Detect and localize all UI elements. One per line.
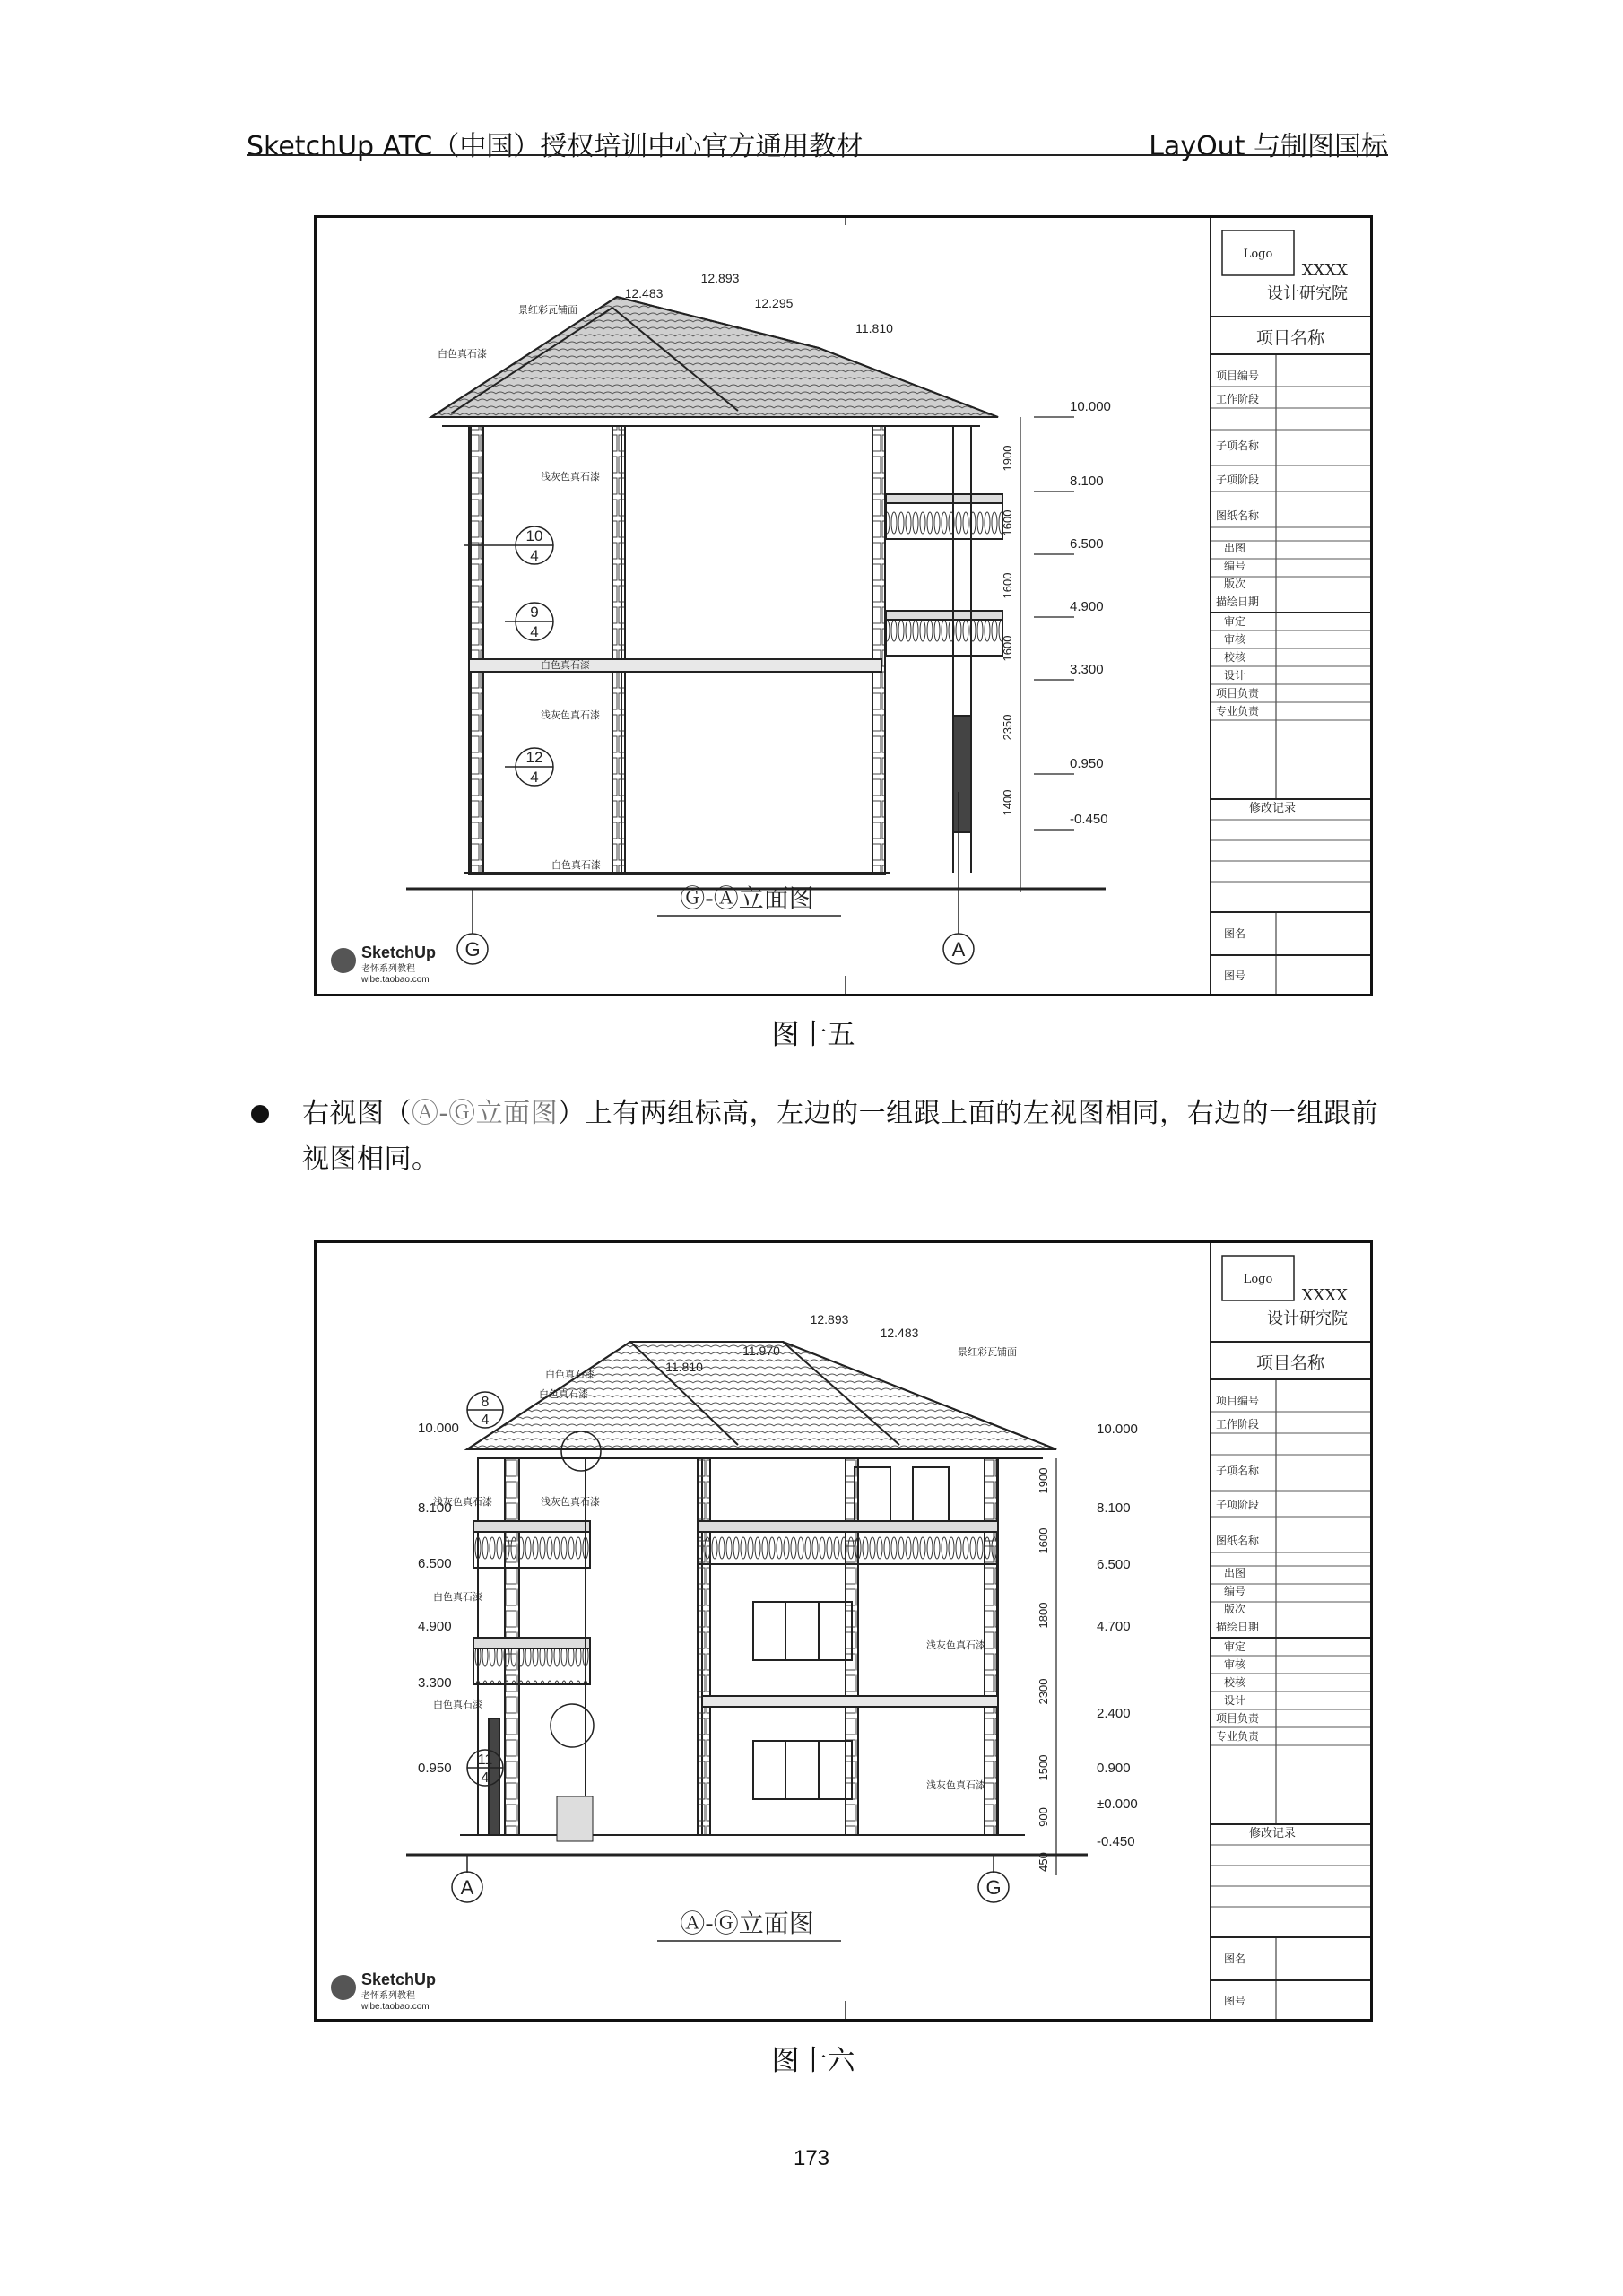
running-header-right: LayOut 与制图国标: [1149, 131, 1388, 162]
watermark-sub: 老怀系列教程: [361, 964, 415, 974]
level-mark: 0.950: [418, 1761, 452, 1776]
tb-row-label: 审定: [1224, 1640, 1246, 1653]
level-mark: 10.000: [1070, 399, 1111, 414]
grid-axes: [452, 1855, 1009, 1902]
level-mark: 0.950: [1070, 756, 1104, 771]
org-name: 设计研究院: [1267, 284, 1348, 303]
org-name: 设计研究院: [1267, 1309, 1348, 1328]
level-mark: ±0.000: [1097, 1796, 1138, 1812]
level-mark: 10.000: [1097, 1422, 1138, 1437]
sheet-no-label: 图号: [1224, 970, 1246, 982]
bullet-text-highlight: Ⓐ-Ⓖ立面图: [412, 1098, 559, 1129]
detail-number: 9: [530, 604, 539, 621]
roof-elevation: 11.970: [742, 1344, 780, 1358]
roof-elevation: 12.483: [624, 286, 664, 300]
watermark-url: wibe.taobao.com: [361, 975, 430, 985]
dimension-value: 1600: [1037, 1527, 1050, 1554]
material-note: 白色真石漆: [539, 1388, 588, 1400]
tb-row-label: 工作阶段: [1216, 393, 1260, 405]
tb-row-label: 专业负责: [1216, 1730, 1260, 1743]
detail-number: 8: [481, 1395, 490, 1410]
tb-row-label: 图纸名称: [1216, 1535, 1260, 1547]
tb-row-label: 设计: [1224, 669, 1246, 682]
detail-number: 12: [525, 749, 543, 766]
org-code: XXXX: [1301, 261, 1348, 280]
tb-row-label: 设计: [1224, 1694, 1246, 1707]
dimension-chain: [1020, 417, 1074, 892]
level-mark: 6.500: [418, 1556, 452, 1571]
level-mark: -0.450: [1097, 1834, 1135, 1849]
watermark-url: wibe.taobao.com: [361, 2002, 430, 2012]
axis-label-right: A: [951, 938, 966, 961]
dimension-value: 1600: [1001, 572, 1014, 599]
tb-row-label: 版次: [1224, 578, 1246, 590]
watermark-brand: SketchUp: [361, 1970, 437, 1988]
level-mark: 4.700: [1097, 1619, 1131, 1634]
detail-sheet: 4: [481, 1413, 490, 1428]
sheet-name-label: 图名: [1224, 1952, 1246, 1965]
watermark-sub: 老怀系列教程: [361, 1991, 415, 2001]
figure-caption-1: 图十五: [771, 1019, 855, 1051]
level-mark: -0.450: [1070, 812, 1108, 827]
tb-row-label: 审定: [1224, 615, 1246, 628]
roof-elevation: 11.810: [855, 321, 893, 335]
axis-label-left: A: [460, 1876, 474, 1899]
tb-row-label: 出图: [1224, 1567, 1246, 1579]
drawing-title: Ⓐ-Ⓖ立面图: [680, 1909, 814, 1938]
roof-elevation: 12.483: [880, 1326, 919, 1340]
detail-number: 10: [525, 527, 543, 544]
material-note: 景红彩瓦铺面: [958, 1346, 1017, 1358]
material-note: 浅灰色真石漆: [926, 1779, 985, 1791]
material-note: 白色真石漆: [433, 1699, 482, 1710]
logo-placeholder: Logo: [1243, 248, 1273, 261]
level-mark: 2.400: [1097, 1706, 1131, 1721]
level-mark: 3.300: [1070, 662, 1104, 677]
figure-caption-2: 图十六: [771, 2045, 855, 2077]
drawing-sheet-1: [314, 215, 1373, 996]
level-mark: 4.900: [418, 1619, 452, 1634]
level-mark: 10.000: [418, 1421, 459, 1436]
tb-row-label: 校核: [1224, 1676, 1246, 1689]
revision-label: 修改记录: [1249, 1827, 1297, 1840]
tb-row-label: 子项名称: [1216, 439, 1260, 452]
material-note: 浅灰色真石漆: [541, 471, 600, 483]
bullet-paragraph: [302, 1091, 1405, 1182]
detail-sheet: 4: [530, 547, 539, 564]
material-note: 白色真石漆: [438, 348, 487, 360]
detail-sheet: 4: [530, 623, 539, 640]
material-note: 浅灰色真石漆: [541, 1496, 600, 1508]
dimension-value: 450: [1037, 1852, 1050, 1872]
building-elevation: [317, 218, 1269, 889]
material-note: 浅灰色真石漆: [926, 1639, 985, 1651]
sheet-no-label: 图号: [1224, 1995, 1246, 2007]
elevation-drawing-2: [317, 1243, 1370, 2019]
dimension-value: 1400: [1001, 789, 1014, 816]
dimension-value: 1600: [1001, 635, 1014, 662]
material-note: 浅灰色真石漆: [433, 1496, 492, 1508]
tb-row-label: 描绘日期: [1216, 1621, 1260, 1633]
detail-sheet: 4: [530, 769, 539, 786]
material-note: 白色真石漆: [433, 1591, 482, 1603]
org-code: XXXX: [1301, 1286, 1348, 1305]
tb-row-label: 项目编号: [1216, 1395, 1260, 1407]
material-note: 白色真石漆: [541, 659, 590, 671]
dimension-value: 2300: [1037, 1678, 1050, 1705]
tb-row-label: 编号: [1224, 1585, 1246, 1597]
tb-row-label: 校核: [1224, 651, 1246, 664]
roof-elevation: 12.893: [810, 1312, 849, 1326]
level-mark: 8.100: [1097, 1500, 1131, 1516]
axis-label-left: G: [464, 938, 481, 961]
level-mark: 6.500: [1097, 1557, 1131, 1572]
page-number: 173: [793, 2146, 830, 2170]
axis-label-right: G: [985, 1876, 1002, 1899]
material-note: 浅灰色真石漆: [541, 709, 600, 721]
tb-row-label: 项目负责: [1216, 1712, 1260, 1725]
level-mark: 3.300: [418, 1675, 452, 1691]
project-name-label: 项目名称: [1255, 328, 1325, 348]
dimension-value: 1500: [1037, 1754, 1050, 1781]
dimension-value: 900: [1037, 1807, 1050, 1827]
bullet-text-part: 右视图（: [302, 1098, 412, 1129]
dimension-value: 1900: [1037, 1467, 1050, 1494]
level-mark: 4.900: [1070, 599, 1104, 614]
detail-callouts: [467, 1392, 601, 1786]
tb-row-label: 子项阶段: [1216, 1499, 1260, 1511]
tb-row-label: 描绘日期: [1216, 596, 1260, 608]
roof-elevation: 12.893: [700, 271, 740, 285]
bullet-text-part: ）上有两组标高，左边的一组跟上面的左视图相同，右边的一组跟前视图相同。: [302, 1098, 1379, 1175]
tb-row-label: 编号: [1224, 560, 1246, 572]
tb-row-label: 工作阶段: [1216, 1418, 1260, 1431]
dimension-value: 1900: [1001, 445, 1014, 472]
tb-row-label: 审核: [1224, 633, 1246, 646]
drawing-title: Ⓖ-Ⓐ立面图: [680, 883, 814, 913]
level-mark: 6.500: [1070, 536, 1104, 552]
dimension-value: 1600: [1001, 509, 1014, 536]
roof-elevation: 11.810: [665, 1360, 703, 1374]
sheet-name-label: 图名: [1224, 927, 1246, 940]
elevation-drawing-1: [317, 218, 1370, 994]
project-name-label: 项目名称: [1255, 1353, 1325, 1373]
material-note: 景红彩瓦铺面: [518, 304, 577, 316]
tb-row-label: 图纸名称: [1216, 509, 1260, 522]
level-mark: 8.100: [1070, 474, 1104, 489]
bullet-marker: [251, 1105, 269, 1123]
tb-row-label: 子项阶段: [1216, 474, 1260, 486]
grid-axes: [457, 792, 974, 964]
tb-row-label: 子项名称: [1216, 1465, 1260, 1477]
revision-label: 修改记录: [1249, 802, 1297, 815]
material-note: 白色真石漆: [551, 859, 601, 871]
tb-row-label: 项目负责: [1216, 687, 1260, 700]
drawing-sheet-2: [314, 1240, 1373, 2022]
tb-row-label: 出图: [1224, 542, 1246, 554]
detail-number: 11: [477, 1752, 493, 1768]
roof-elevation: 12.295: [754, 296, 794, 310]
detail-sheet: 4: [481, 1770, 490, 1786]
level-mark: 0.900: [1097, 1761, 1131, 1776]
tb-row-label: 审核: [1224, 1658, 1246, 1671]
running-header-left: SketchUp ATC（中国）授权培训中心官方通用教材: [247, 131, 864, 162]
material-note: 白色真石漆: [545, 1369, 595, 1380]
tb-row-label: 专业负责: [1216, 705, 1260, 718]
level-mark: 8.100: [418, 1500, 452, 1516]
header-rule: [247, 154, 1388, 156]
watermark-brand: SketchUp: [361, 944, 437, 961]
dimension-value: 1800: [1037, 1602, 1050, 1629]
logo-placeholder: Logo: [1243, 1273, 1273, 1286]
dimension-value: 2350: [1001, 714, 1014, 741]
tb-row-label: 版次: [1224, 1603, 1246, 1615]
building-elevation: [460, 1342, 1056, 1835]
tb-row-label: 项目编号: [1216, 370, 1260, 382]
